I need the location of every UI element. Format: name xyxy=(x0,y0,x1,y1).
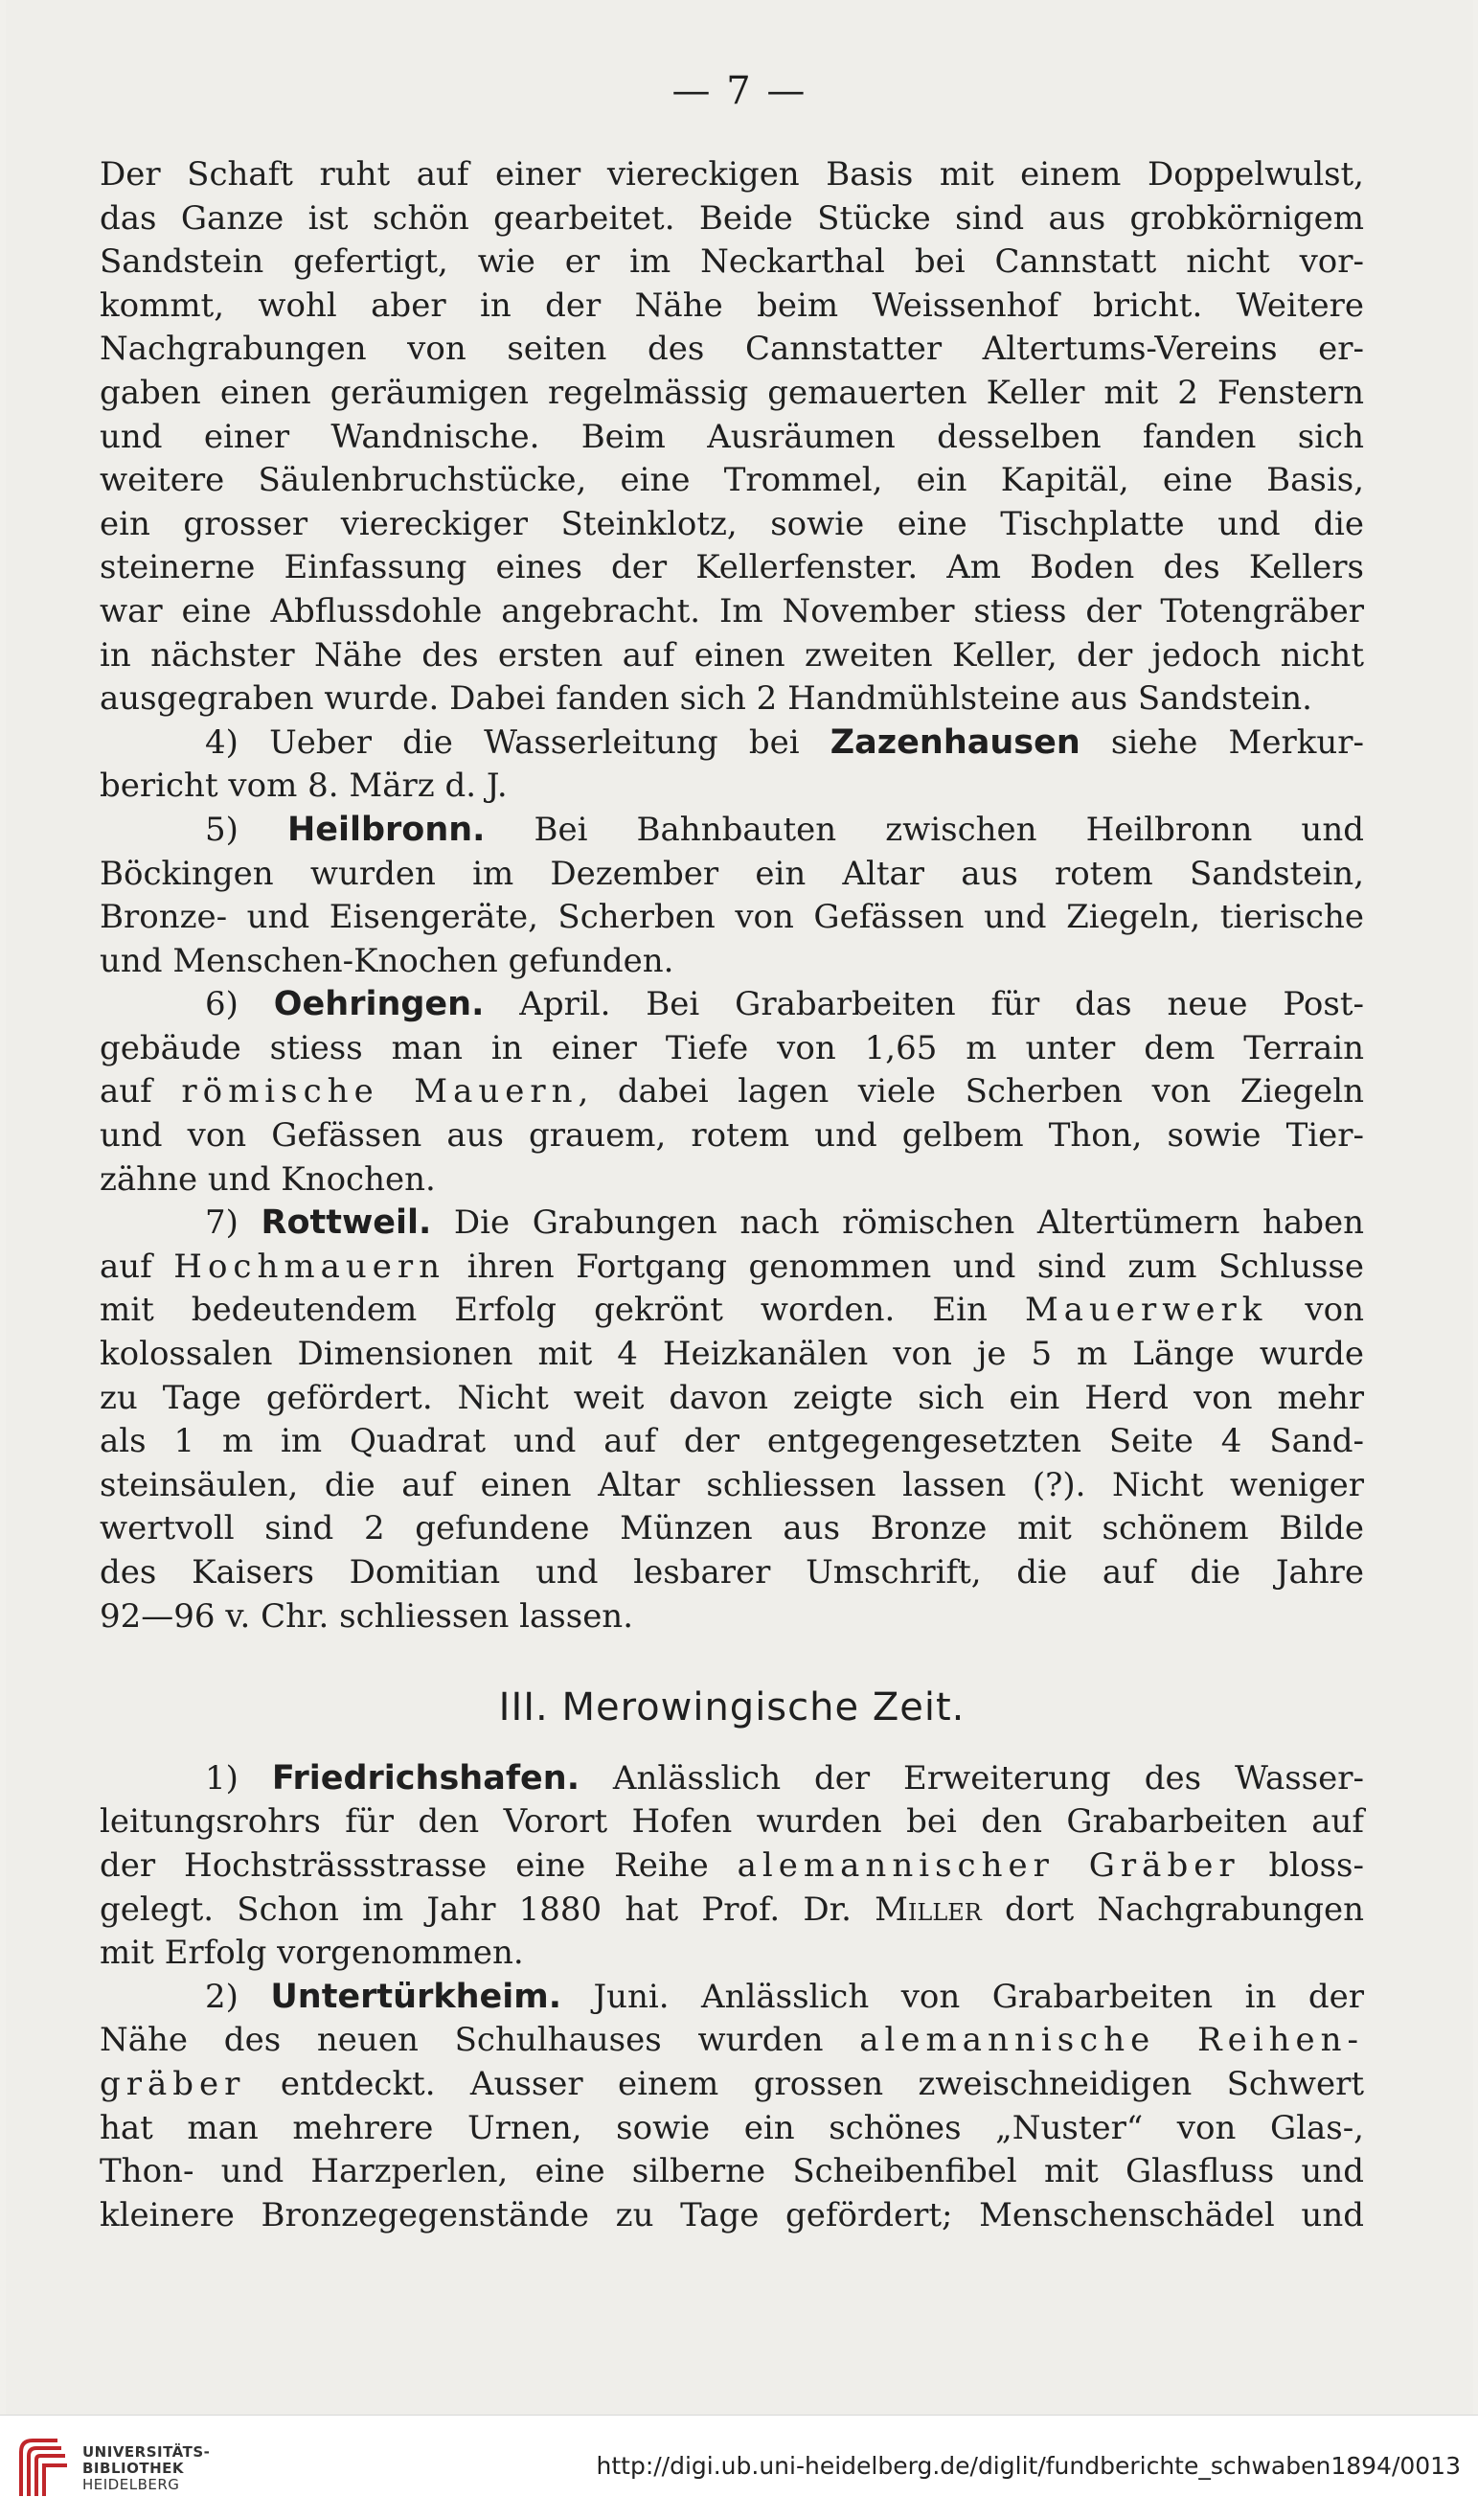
entry-heilbronn xyxy=(100,809,1364,853)
text-line: und einer Wandnische. Beim Ausräumen desselben fanden sich xyxy=(100,417,1364,456)
spaced-text: Hochmauern xyxy=(173,1247,446,1286)
university-library-logo-icon xyxy=(15,2433,73,2502)
text-line xyxy=(100,1844,1364,1889)
text-line xyxy=(100,1070,1364,1114)
text-line: weitere Säulenbruchstücke, eine Trommel, ein Kapitäl, eine Basis, xyxy=(100,461,1364,500)
scanned-page xyxy=(6,0,1473,2415)
entry-text: April. Bei Grabarbeiten für das neue Post- xyxy=(484,985,1364,1024)
spaced-text: Mauerwerk xyxy=(1024,1291,1268,1330)
entry-rottweil xyxy=(100,1202,1364,1246)
body-text xyxy=(100,153,1364,2237)
text-line: des Kaisers Domitian und lesbarer Umschrift, die auf die Jahre xyxy=(100,1553,1364,1592)
text-line xyxy=(100,1289,1364,1333)
spaced-text: alemannischer Gräber xyxy=(737,1845,1240,1885)
entry-number: 7) xyxy=(205,1203,261,1243)
entry-untertuerkheim xyxy=(100,1976,1364,2020)
text-line xyxy=(100,1889,1364,1933)
text-line: Sandstein gefertigt, wie er im Neckarthal bei Cannstatt nicht vor- xyxy=(100,242,1364,282)
text-line: zu Tage gefördert. Nicht weit davon zeigte sich ein Herd von mehr xyxy=(100,1378,1364,1417)
place-name: Untertürkheim. xyxy=(270,1977,562,2016)
text-line: war eine Abflussdohle angebracht. Im November stiess der Totengräber xyxy=(100,591,1364,630)
entry-text: Anlässlich der Erweiterung des Wasser- xyxy=(580,1758,1364,1798)
text-line: Böckingen wurden im Dezember ein Altar aus rotem Sandstein, xyxy=(100,854,1364,893)
text-line: als 1 m im Quadrat und auf der entgegengesetzten Seite 4 Sand- xyxy=(100,1422,1364,1461)
text-line: steinsäulen, die auf einen Altar schliessen lassen (?). Nicht weniger xyxy=(100,1465,1364,1504)
text-line: Thon- und Harzperlen, eine silberne Scheibenfibel mit Glasfluss und xyxy=(100,2152,1364,2191)
place-name: Heilbronn. xyxy=(286,810,486,849)
text-span: von xyxy=(1267,1291,1364,1330)
text-span: bloss- xyxy=(1239,1845,1364,1885)
text-line: kommt, wohl aber in der Nähe beim Weissenhof bricht. Weitere xyxy=(100,286,1364,325)
text-line: Der Schaft ruht auf einer viereckigen Basis mit einem Doppelwulst, xyxy=(100,155,1364,194)
text-line xyxy=(100,2019,1364,2063)
text-line: ein grosser viereckiger Steinklotz, sowie eine Tischplatte und die xyxy=(100,504,1364,543)
entry-number: 5) xyxy=(205,810,287,849)
entry-text: Juni. Anlässlich von Grabarbeiten in der xyxy=(561,1977,1364,2016)
library-name-line: HEIDELBERG xyxy=(82,2476,180,2493)
text-line: mit Erfolg vorgenommen. xyxy=(100,1934,524,1973)
place-name: Zazenhausen xyxy=(830,722,1080,762)
text-line: 92—96 v. Chr. schliessen lassen. xyxy=(100,1596,634,1636)
text-span: auf xyxy=(100,1247,174,1286)
text-line: kolossalen Dimensionen mit 4 Heizkanälen von je 5 m Länge wurde xyxy=(100,1335,1364,1374)
text-line: Nachgrabungen von seiten des Cannstatter Altertums-Vereins er- xyxy=(100,330,1364,369)
text-line: steinerne Einfassung eines der Kellerfenster. Am Boden des Kellers xyxy=(100,548,1364,587)
viewer-footer xyxy=(0,2415,1478,2520)
section-heading: III. Merowingische Zeit. xyxy=(498,1685,966,1730)
entry-oehringen xyxy=(100,983,1364,1027)
text-span: der Hochsträssstrasse eine Reihe xyxy=(100,1845,738,1885)
text-line: leitungsrohrs für den Vorort Hofen wurden bei den Grabarbeiten auf xyxy=(100,1802,1364,1842)
text-line: ausgegraben wurde. Dabei fanden sich 2 Handmühlsteine aus Sandstein. xyxy=(100,679,1312,719)
entry-friedrichshafen xyxy=(100,1757,1364,1801)
text-line: und Menschen-Knochen gefunden. xyxy=(100,941,674,980)
text-line: und von Gefässen aus grauem, rotem und gelbem Thon, sowie Tier- xyxy=(100,1116,1364,1156)
text-line xyxy=(100,1246,1364,1290)
permalink-url[interactable]: http://digi.ub.uni-heidelberg.de/diglit/fundberichte_schwaben1894/0013 xyxy=(596,2452,1461,2480)
text-span: , dabei lagen viele Scherben von Ziegeln xyxy=(578,1072,1364,1111)
entry-zazenhausen xyxy=(100,722,1364,766)
entry-number: 6) xyxy=(205,985,274,1024)
text-line: gaben einen geräumigen regelmässig gemauerten Keller mit 2 Fenstern xyxy=(100,373,1364,412)
author-name: Miller xyxy=(875,1890,982,1929)
text-line: bericht vom 8. März d. J. xyxy=(100,767,508,806)
entry-number: 4) Ueber die Wasserleitung bei xyxy=(205,722,830,762)
text-span: gelegt. Schon im Jahr 1880 hat Prof. Dr. xyxy=(100,1890,875,1929)
place-name: Friedrichshafen. xyxy=(271,1758,580,1798)
place-name: Rottweil. xyxy=(261,1203,432,1243)
text-line: hat man mehrere Urnen, sowie ein schönes „Nuster“ von Glas-, xyxy=(100,2108,1364,2147)
library-name-line: BIBLIOTHEK xyxy=(82,2460,184,2477)
spaced-text: alemannische Reihen- xyxy=(859,2021,1365,2060)
text-line: Bronze- und Eisengeräte, Scherben von Gefässen und Ziegeln, tierische xyxy=(100,898,1364,937)
text-span: entdeckt. Ausser einem grossen zweischneidigen Schwert xyxy=(245,2064,1364,2103)
text-line xyxy=(100,2063,1364,2107)
entry-number: 1) xyxy=(205,1758,272,1798)
entry-text: Die Grabungen nach römischen Altertümern haben xyxy=(431,1203,1364,1243)
text-line: wertvoll sind 2 gefundene Münzen aus Bronze mit schönem Bilde xyxy=(100,1509,1364,1548)
text-span: dort Nachgrabungen xyxy=(981,1890,1364,1929)
entry-text: siehe Merkur- xyxy=(1080,722,1364,762)
text-line: das Ganze ist schön gearbeitet. Beide Stücke sind aus grobkörnigem xyxy=(100,198,1364,238)
text-line: kleinere Bronzegegenstände zu Tage gefördert; Menschenschädel und xyxy=(100,2195,1364,2234)
text-span: ihren Fortgang genommen und sind zum Schlusse xyxy=(445,1247,1364,1286)
text-line: in nächster Nähe des ersten auf einen zweiten Keller, der jedoch nicht xyxy=(100,635,1364,675)
text-span: Nähe des neuen Schulhauses wurden xyxy=(100,2021,860,2060)
text-span: mit bedeutendem Erfolg gekrönt worden. Ein xyxy=(100,1291,1025,1330)
place-name: Oehringen. xyxy=(273,985,485,1024)
text-span: auf xyxy=(100,1072,182,1111)
library-name xyxy=(82,2444,210,2493)
library-name-line: UNIVERSITÄTS- xyxy=(82,2443,211,2461)
spaced-text: römische Mauern xyxy=(181,1072,579,1111)
entry-text: Bei Bahnbauten zwischen Heilbronn und xyxy=(485,810,1364,849)
entry-number: 2) xyxy=(205,1977,271,2016)
text-line: gebäude stiess man in einer Tiefe von 1,65 m unter dem Terrain xyxy=(100,1028,1364,1067)
text-line: zähne und Knochen. xyxy=(100,1159,436,1199)
page-number: — 7 — xyxy=(671,69,807,113)
spaced-text: gräber xyxy=(100,2064,246,2103)
